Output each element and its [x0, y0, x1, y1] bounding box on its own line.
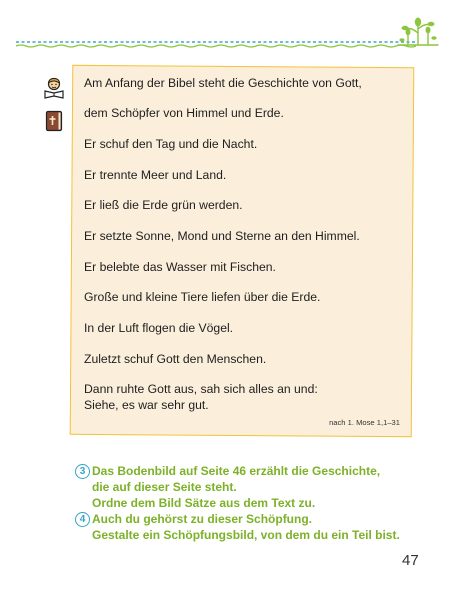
story-line: Er schuf den Tag und die Nacht. [84, 137, 258, 151]
story-line: Dann ruhte Gott aus, sah sich alles an und: [84, 382, 318, 396]
task-line: die auf dieser Seite steht. [92, 480, 237, 494]
header-rule [16, 39, 416, 49]
story-line: dem Schöpfer von Himmel und Erde. [84, 106, 284, 120]
bible-book-icon [43, 110, 65, 132]
page-number: 47 [402, 552, 419, 569]
task-number-badge: 3 [75, 464, 90, 479]
story-line: Er trennte Meer und Land. [84, 168, 227, 182]
story-line: Große und kleine Tiere liefen über die Erde. [84, 290, 321, 304]
task-line: Auch du gehörst zu dieser Schöpfung. [92, 512, 313, 526]
story-line: Er belebte das Wasser mit Fischen. [84, 260, 276, 274]
task-line: Gestalte ein Schöpfungsbild, von dem du ein Teil bist. [92, 528, 400, 542]
story-line: Am Anfang der Bibel steht die Geschichte von Gott, [84, 76, 362, 90]
reading-child-icon [43, 77, 65, 99]
story-line: Er setzte Sonne, Mond und Sterne an den Himmel. [84, 229, 360, 243]
story-line: Siehe, es war sehr gut. [84, 398, 209, 412]
header-wave [16, 45, 416, 47]
story-line: In der Luft flogen die Vögel. [84, 321, 234, 335]
task-line: Ordne dem Bild Sätze aus dem Text zu. [92, 496, 316, 510]
seedling-icon [396, 13, 440, 47]
source-reference: nach 1. Mose 1,1–31 [329, 418, 400, 427]
task-number-badge: 4 [75, 512, 90, 527]
task-line: Das Bodenbild auf Seite 46 erzählt die Geschichte, [92, 464, 381, 478]
story-line: Zuletzt schuf Gott den Menschen. [84, 352, 267, 366]
story-line: Er ließ die Erde grün werden. [84, 198, 243, 212]
